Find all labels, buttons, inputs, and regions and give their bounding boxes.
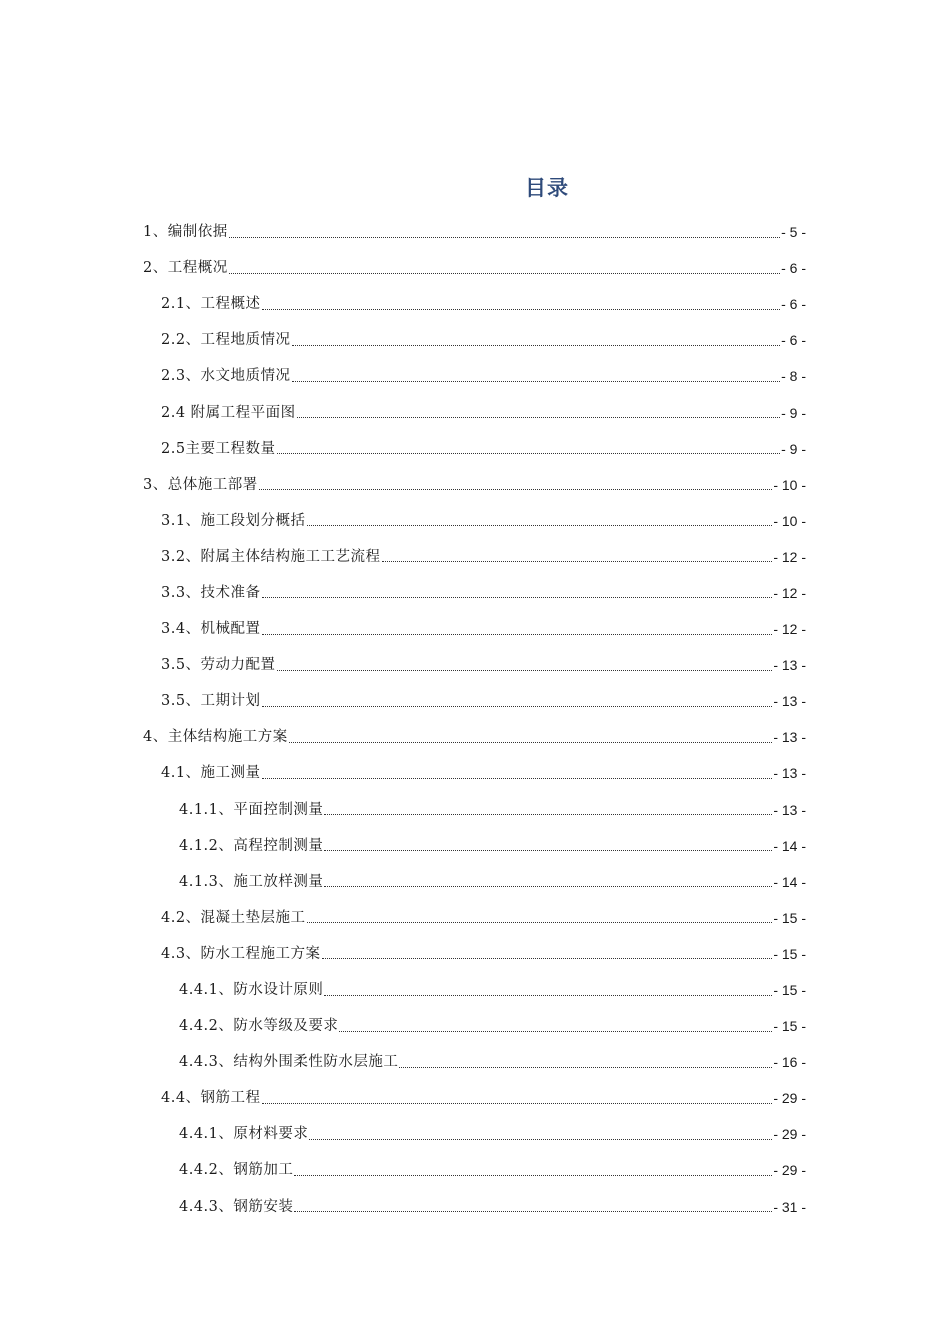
toc-entry-page-number: - 6 - <box>781 332 806 349</box>
toc-entry[interactable] <box>143 503 806 539</box>
toc-title: 目录 <box>525 176 569 200</box>
toc-entry-label: 4.2、混凝土垫层施工 <box>161 909 306 926</box>
toc-dot-leader <box>399 1067 772 1068</box>
toc-dot-leader <box>324 995 772 996</box>
toc-entry-label: 4.1、施工测量 <box>161 765 261 782</box>
toc-dot-leader <box>294 1175 772 1176</box>
toc-entry[interactable] <box>143 683 806 719</box>
toc-dot-leader <box>382 561 773 562</box>
toc-entry-label: 4.4.2、钢筋加工 <box>179 1162 294 1179</box>
toc-entry-page-number: - 8 - <box>781 368 806 385</box>
toc-dot-leader <box>292 381 781 382</box>
toc-entry-page-number: - 16 - <box>773 1054 806 1071</box>
toc-entry-page-number: - 12 - <box>773 621 806 638</box>
toc-entry-label: 3.1、施工段划分概括 <box>161 512 306 529</box>
toc-entry-page-number: - 31 - <box>773 1198 806 1215</box>
toc-entry-label: 4.1.1、平面控制测量 <box>179 801 324 818</box>
toc-dot-leader <box>262 778 773 779</box>
toc-entry[interactable] <box>143 322 806 358</box>
toc-entry-label: 4.3、防水工程施工方案 <box>161 945 321 962</box>
toc-entry[interactable] <box>143 1008 806 1044</box>
toc-entry-label: 2.4 附属工程平面图 <box>161 404 296 421</box>
toc-entry-label: 4.4、钢筋工程 <box>161 1090 261 1107</box>
toc-entry[interactable] <box>143 1152 806 1188</box>
toc-dot-leader <box>324 886 772 887</box>
toc-dot-leader <box>339 1031 772 1032</box>
toc-entry-label: 2.3、水文地质情况 <box>161 368 291 385</box>
toc-entry-label: 1、编制依据 <box>143 224 228 241</box>
toc-entry-page-number: - 12 - <box>773 548 806 565</box>
toc-entry-label: 2.1、工程概述 <box>161 296 261 313</box>
toc-dot-leader <box>262 1103 773 1104</box>
toc-entry-page-number: - 10 - <box>773 512 806 529</box>
toc-entry-label: 4.4.1、原材料要求 <box>179 1126 309 1143</box>
toc-dot-leader <box>259 489 773 490</box>
toc-entry[interactable] <box>143 214 806 250</box>
toc-entry-label: 4.1.2、高程控制测量 <box>179 837 324 854</box>
toc-entry[interactable] <box>143 900 806 936</box>
toc-entry[interactable] <box>143 575 806 611</box>
toc-entry[interactable] <box>143 792 806 828</box>
toc-entry[interactable] <box>143 864 806 900</box>
toc-entry-label: 2.5主要工程数量 <box>161 440 276 457</box>
toc-entry-label: 3.3、技术准备 <box>161 584 261 601</box>
toc-dot-leader <box>229 273 780 274</box>
toc-list <box>143 214 806 1225</box>
toc-dot-leader <box>229 237 780 238</box>
toc-entry-page-number: - 9 - <box>781 440 806 457</box>
toc-entry-page-number: - 13 - <box>773 765 806 782</box>
toc-entry-page-number: - 13 - <box>773 657 806 674</box>
toc-entry-page-number: - 14 - <box>773 837 806 854</box>
toc-dot-leader <box>292 345 781 346</box>
toc-entry-label: 3.5、劳动力配置 <box>161 657 276 674</box>
toc-dot-leader <box>324 814 772 815</box>
toc-dot-leader <box>262 597 773 598</box>
toc-entry-label: 3.2、附属主体结构施工工艺流程 <box>161 548 381 565</box>
toc-entry-label: 4.4.2、防水等级及要求 <box>179 1018 339 1035</box>
toc-entry[interactable] <box>143 647 806 683</box>
toc-entry[interactable] <box>143 431 806 467</box>
toc-entry-page-number: - 10 - <box>773 476 806 493</box>
toc-entry-label: 4.4.1、防水设计原则 <box>179 982 324 999</box>
toc-entry-page-number: - 15 - <box>773 945 806 962</box>
toc-dot-leader <box>277 670 773 671</box>
toc-entry[interactable] <box>143 719 806 755</box>
toc-entry[interactable] <box>143 286 806 322</box>
toc-entry-label: 2.2、工程地质情况 <box>161 332 291 349</box>
toc-entry[interactable] <box>143 755 806 791</box>
toc-entry[interactable] <box>143 1080 806 1116</box>
toc-entry[interactable] <box>143 250 806 286</box>
toc-dot-leader <box>297 417 780 418</box>
toc-entry-page-number: - 14 - <box>773 873 806 890</box>
toc-entry-page-number: - 13 - <box>773 729 806 746</box>
toc-entry[interactable] <box>143 394 806 430</box>
toc-entry-label: 4、主体结构施工方案 <box>143 729 288 746</box>
toc-entry[interactable] <box>143 1116 806 1152</box>
toc-entry-page-number: - 9 - <box>781 404 806 421</box>
toc-entry-page-number: - 6 - <box>781 296 806 313</box>
toc-entry[interactable] <box>143 467 806 503</box>
toc-dot-leader <box>262 309 781 310</box>
toc-entry[interactable] <box>143 539 806 575</box>
toc-entry[interactable] <box>143 936 806 972</box>
toc-entry-page-number: - 29 - <box>773 1162 806 1179</box>
toc-dot-leader <box>322 958 773 959</box>
toc-dot-leader <box>307 525 773 526</box>
toc-dot-leader <box>289 742 773 743</box>
toc-dot-leader <box>307 922 773 923</box>
toc-dot-leader <box>262 634 773 635</box>
toc-entry[interactable] <box>143 1189 806 1225</box>
toc-entry-page-number: - 15 - <box>773 982 806 999</box>
toc-entry-page-number: - 6 - <box>781 260 806 277</box>
toc-entry-page-number: - 15 - <box>773 1018 806 1035</box>
toc-entry-label: 4.4.3、结构外围柔性防水层施工 <box>179 1054 399 1071</box>
toc-dot-leader <box>262 706 773 707</box>
toc-entry-page-number: - 13 - <box>773 801 806 818</box>
toc-entry-page-number: - 15 - <box>773 909 806 926</box>
toc-dot-leader <box>277 453 781 454</box>
toc-dot-leader <box>324 850 772 851</box>
toc-entry-label: 4.1.3、施工放样测量 <box>179 873 324 890</box>
toc-entry-page-number: - 5 - <box>781 224 806 241</box>
toc-entry[interactable] <box>143 1044 806 1080</box>
toc-entry-page-number: - 29 - <box>773 1090 806 1107</box>
toc-dot-leader <box>294 1211 772 1212</box>
toc-entry[interactable] <box>143 972 806 1008</box>
toc-entry-label: 3.5、工期计划 <box>161 693 261 710</box>
toc-entry-page-number: - 12 - <box>773 584 806 601</box>
toc-entry[interactable] <box>143 611 806 647</box>
toc-entry-page-number: - 29 - <box>773 1126 806 1143</box>
toc-entry[interactable] <box>143 828 806 864</box>
toc-entry-label: 3.4、机械配置 <box>161 621 261 638</box>
toc-entry-page-number: - 13 - <box>773 693 806 710</box>
toc-dot-leader <box>309 1139 772 1140</box>
toc-entry-label: 3、总体施工部署 <box>143 476 258 493</box>
toc-entry-label: 4.4.3、钢筋安装 <box>179 1198 294 1215</box>
toc-entry[interactable] <box>143 358 806 394</box>
toc-entry-label: 2、工程概况 <box>143 260 228 277</box>
